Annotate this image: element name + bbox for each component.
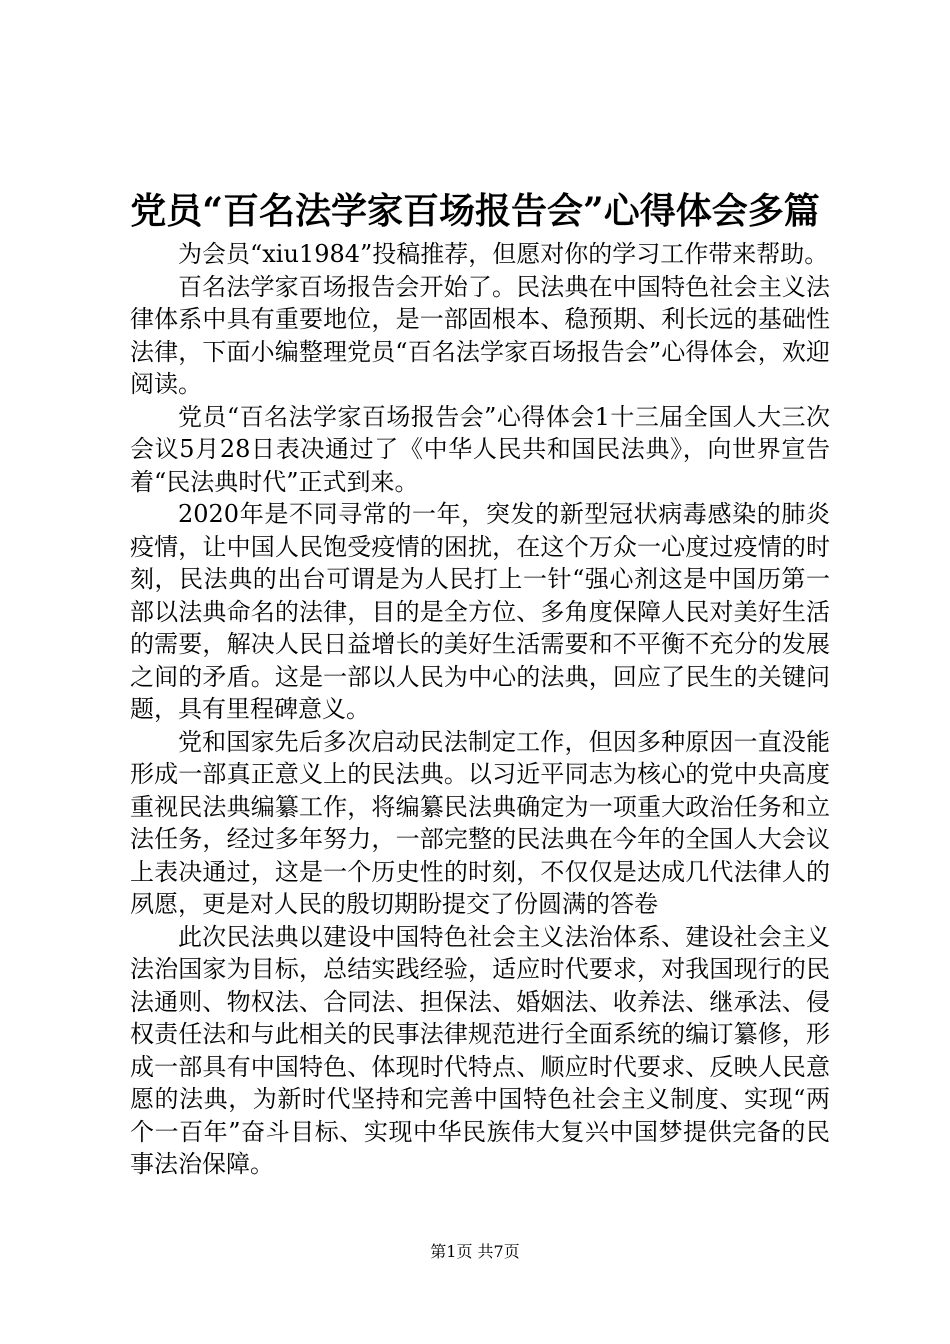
document-body — [130, 238, 830, 1181]
paragraph: 党员“百名法学家百场报告会”心得体会1十三届全国人大三次会议5月28日表决通过了《中华人民共和国民法典》，向世界宣告着“民法典时代”正式到来。 — [130, 402, 830, 496]
paragraph: 2020年是不同寻常的一年，突发的新型冠状病毒感染的肺炎疫情，让中国人民饱受疫情的困扰，在这个万众一心度过疫情的时刻，民法典的出台可谓是为人民打上一针“强心剂这是中国历第一部以法典命名的法律，目的是全方位、多角度保障人民对美好生活的需要，解决人民日益增长的美好生活需要和不平衡不充分的发展之间的矛盾。这是一部以人民为中心的法典，回应了民生的关键问题，具有里程碑意义。 — [130, 500, 830, 723]
paragraph: 为会员“xiu1984”投稿推荐，但愿对你的学习工作带来帮助。 — [178, 240, 829, 268]
paragraph: 此次民法典以建设中国特色社会主义法治体系、建设社会主义法治国家为目标，总结实践经验，适应时代要求，对我国现行的民法通则、物权法、合同法、担保法、婚姻法、收养法、继承法、侵权责任法和与此相关的民事法律规范进行全面系统的编订纂修，形成一部具有中国特色、体现时代特点、顺应时代要求、反映人民意愿的法典，为新时代坚持和完善中国特色社会主义制度、实现“两个一百年”奋斗目标、实现中华民族伟大复兴中国梦提供完备的民事法治保障。 — [130, 922, 830, 1178]
paragraph: 百名法学家百场报告会开始了。民法典在中国特色社会主义法律体系中具有重要地位，是一部固根本、稳预期、利长远的基础性法律，下面小编整理党员“百名法学家百场报告会”心得体会，欢迎阅读。 — [130, 272, 830, 398]
document-title: 党员“百名法学家百场报告会”心得体会多篇 — [130, 190, 820, 232]
paragraph: 党和国家先后多次启动民法制定工作，但因多种原因一直没能形成一部真正意义上的民法典。以习近平同志为核心的党中央高度重视民法典编纂工作，将编纂民法典确定为一项重大政治任务和立法任务，经过多年努力，一部完整的民法典在今年的全国人大会议上表决通过，这是一个历史性的时刻，不仅仅是达成几代法律人的夙愿，更是对人民的殷切期盼提交了份圆满的答卷 — [130, 727, 830, 918]
page-number-footer: 第1页 共7页 — [430, 1242, 520, 1261]
